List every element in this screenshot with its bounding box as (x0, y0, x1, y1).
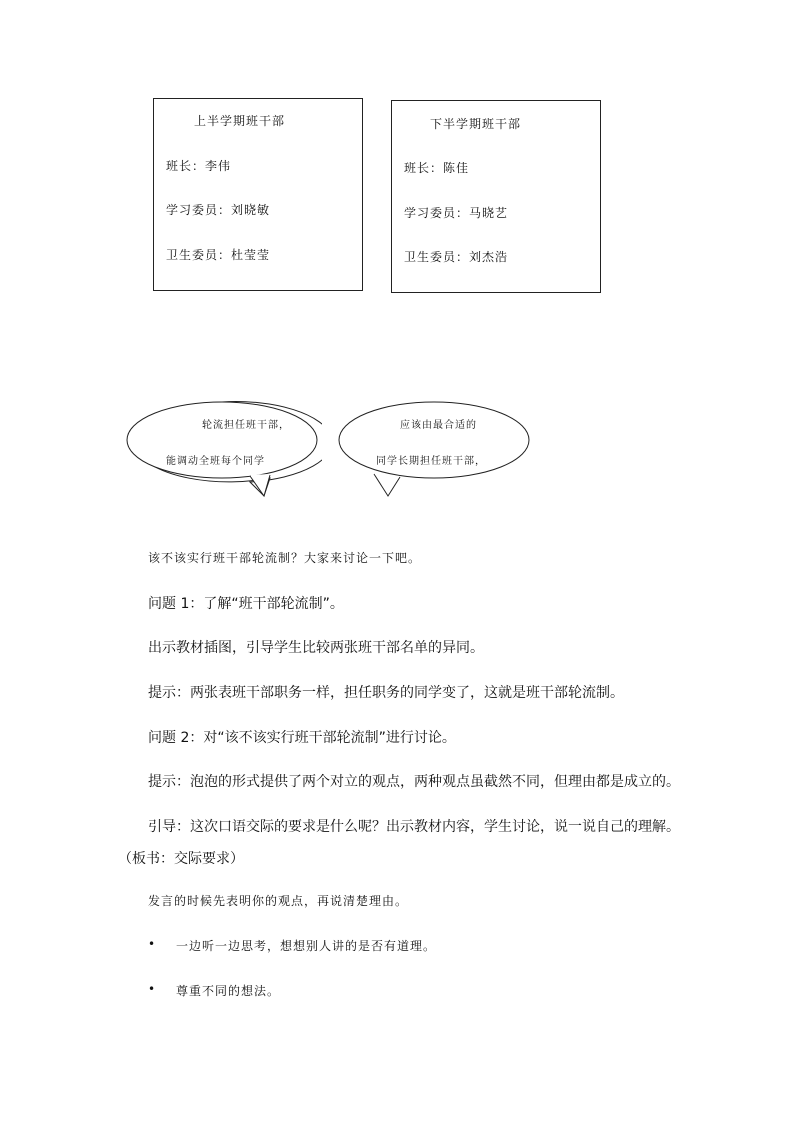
bubble-line-1: 应该由最合适的 (400, 420, 477, 431)
cadre-row-hygiene: 卫生委员：刘杰浩 (404, 250, 509, 264)
cadre-row-study: 学习委员：刘晓敏 (166, 203, 271, 217)
bullet-item: 一边听一边思考，想想别人讲的是否有道理。 (176, 939, 437, 953)
question-1: 问题 1：了解“班干部轮流制”。 (148, 596, 344, 612)
hint-2: 提示：泡泡的形式提供了两个对立的观点，两种观点虽截然不同，但理由都是成立的。 (148, 774, 680, 790)
question-2: 问题 2：对“该不该实行班干部轮流制”进行讨论。 (148, 730, 456, 746)
speech-bubble-right (334, 396, 534, 500)
bubble-line-2: 同学长期担任班干部， (376, 456, 486, 467)
cadre-list-first-half (153, 98, 363, 291)
cadre-list-title: 下半学期班干部 (430, 117, 522, 131)
bullet-item: 尊重不同的想法。 (176, 984, 281, 998)
speech-bubble-shape (122, 396, 322, 500)
bullet-mark: • (148, 982, 156, 996)
cadre-row-hygiene: 卫生委员：杜莹莹 (166, 248, 271, 262)
speech-bubble-shape (334, 396, 534, 500)
board-note: （板书：交际要求） (118, 851, 244, 867)
cadre-row-monitor: 班长：陈佳 (404, 161, 470, 175)
hint-1: 提示：两张表班干部职务一样，担任职务的同学变了，这就是班干部轮流制。 (148, 685, 624, 701)
show-instruction: 出示教材插图，引导学生比较两张班干部名单的异同。 (148, 640, 484, 656)
intro-question: 该不该实行班干部轮流制？大家来讨论一下吧。 (148, 551, 422, 565)
bullet-mark: • (148, 937, 156, 951)
bubble-line-2: 能调动全班每个同学 (166, 456, 265, 467)
guide: 引导：这次口语交际的要求是什么呢？出示教材内容，学生讨论，说一说自己的理解。 (148, 819, 680, 835)
bubble-line-1: 轮流担任班干部， (202, 420, 290, 431)
cadre-row-monitor: 班长：李伟 (166, 159, 232, 173)
requirement: 发言的时候先表明你的观点，再说清楚理由。 (148, 894, 409, 908)
cadre-row-study: 学习委员：马晓艺 (404, 206, 509, 220)
speech-bubble-left (122, 396, 322, 500)
cadre-list-second-half (391, 100, 601, 293)
cadre-list-title: 上半学期班干部 (194, 114, 286, 128)
